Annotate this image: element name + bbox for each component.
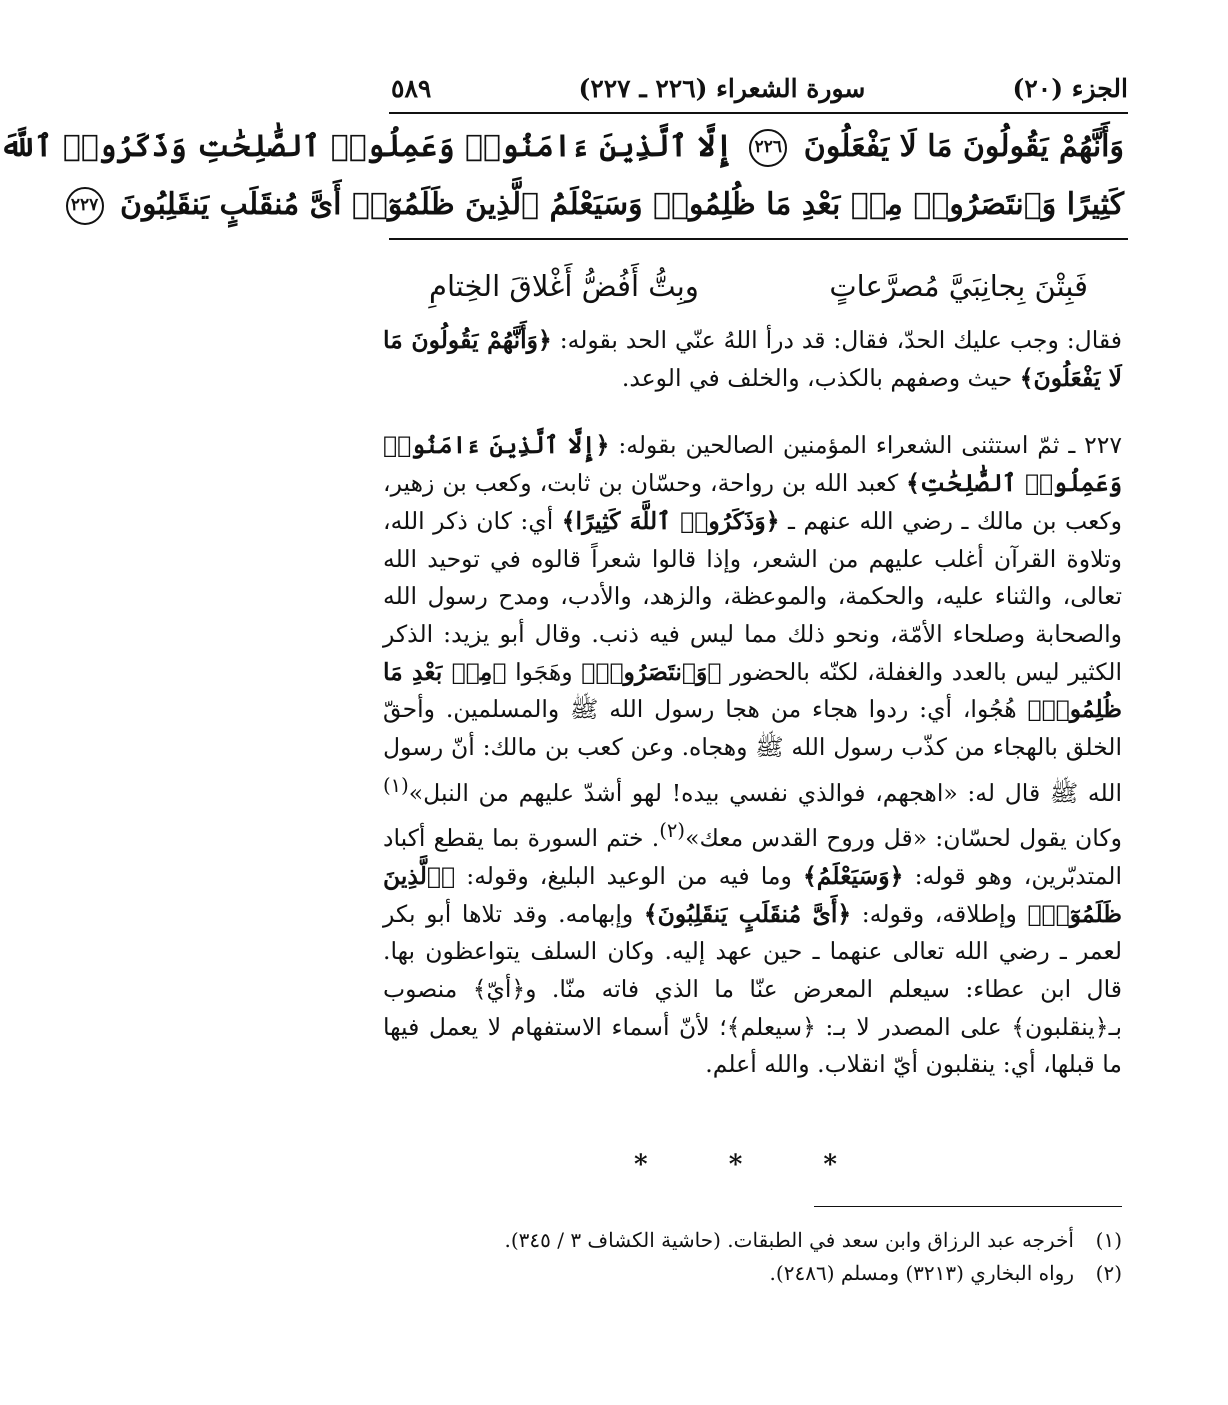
- quran-quote: ﴿وَسَيَعْلَمُ﴾: [803, 861, 904, 890]
- quran-quote: ﴿مِنۢ بَعْدِ مَا ظُلِمُوا۟﴾: [383, 657, 1122, 724]
- quran-quote: ﴿وَذَكَرُوا۟ ٱللَّهَ كَثِيرًا﴾: [561, 506, 780, 535]
- text-run: وكان يقول لحسّان: «قل وروح القدس معك»: [685, 824, 1122, 853]
- ayah-number-marker: ٢٢٧: [66, 187, 104, 225]
- footnote-number: (١): [1095, 1228, 1122, 1252]
- page-header: [391, 66, 1128, 110]
- quran-text: وَأَنَّهُمْ يَقُولُونَ مَا لَا يَفْعَلُونَ: [803, 129, 1124, 164]
- quran-line-1: [0, 118, 1124, 176]
- paragraph-1: [383, 322, 1122, 397]
- part-label: الجزء (٢٠): [1012, 73, 1128, 103]
- text-run: منصوب بـ: [383, 974, 1122, 1041]
- quran-quote: ﴿أَىَّ مُنقَلَبٍ يَنقَلِبُونَ﴾: [643, 899, 852, 928]
- quran-quote: ﴿ٱلَّذِينَ ظَلَمُوٓا۟﴾: [383, 861, 1122, 928]
- page-number: ٥٨٩: [391, 73, 432, 103]
- quote-word: ﴿سيعلم﴾: [726, 1012, 816, 1041]
- text-run: هُجُوا، أي: ردوا هجاء من هجا رسول الله ﷺ والمسلمين. وأحقّ الخلق بالهجاء من كذّب رسول الله ﷺ وهجاه. وعن كعب بن مالك: أنّ رسول الله ﷺ قال له: «اهجهم، فوالذي نفسي بيده! لهو أشدّ عليهم من النبل»: [383, 695, 1122, 807]
- poem-hemistich-1: فَبِتْنَ بِجانِبَيَّ مُصرَّعاتٍ: [829, 269, 1088, 303]
- quran-verses: [0, 118, 1124, 234]
- text-run: وإبهامه. وقد تلاها أبو بكر لعمر ـ رضي الله تعالى عنهما ـ حين عهد إليه. وكان السلف يتواعظون بها. قال ابن عطاء: سيعلم المعرض عنّا ما الذي فاته منّا. و: [383, 899, 1122, 1003]
- text-run: وإطلاقه، وقوله:: [851, 899, 1028, 928]
- paragraph-2: [383, 427, 1122, 1084]
- text-run: أي: كان ذكر الله، وتلاوة القرآن أغلب عليهم من الشعر، وإذا قالوا شعراً قالوه في توحيد الله تعالى، والثناء عليه، والحكمة، والموعظة، والزهد، والأدب، ومدح رسول الله والصحابة وصلحاء الأمّة، ونحو ذلك مما ليس فيه ذنب. وقال أبو يزيد: الذكر الكثير ليس بالعدد والغفلة، لكنّه بالحضور: [383, 506, 1122, 686]
- footnote-number: (٢): [1095, 1261, 1122, 1285]
- commentary-body: [383, 322, 1122, 1084]
- footnote-ref: (١): [383, 773, 409, 797]
- text-run: فقال: وجب عليك الحدّ، فقال: قد درأ اللهُ عنّي الحد بقوله:: [551, 326, 1122, 354]
- surah-title: سورة الشعراء (٢٢٦ ـ ٢٢٧): [578, 73, 866, 103]
- text-run: ؛ لأنّ أسماء الاستفهام لا يعمل فيها ما قبلها، أي: ينقلبون أيّ انقلاب. والله أعلم.: [383, 1012, 1122, 1079]
- footnote-2: [389, 1257, 1122, 1290]
- section-separator: * * *: [634, 1150, 873, 1180]
- quran-rule: [389, 238, 1128, 240]
- text-run: . ختم السورة بما يقطع أكباد المتدبّرين، وهو قوله:: [383, 824, 1122, 890]
- text-run: ٢٢٧ ـ ثمّ استثنى الشعراء المؤمنين الصالحين بقوله:: [609, 431, 1122, 460]
- footnote-text: رواه البخاري (٣٢١٣) ومسلم (٢٤٨٦).: [769, 1261, 1074, 1285]
- quran-quote: ﴿وَٱنتَصَرُوا۟﴾: [581, 657, 722, 686]
- quran-line-2: [70, 176, 1124, 234]
- footnotes: [389, 1224, 1122, 1290]
- text-run: وهَجَوا: [506, 657, 582, 686]
- quran-quote: ﴿إِلَّا ٱلَّذِينَ ءَامَنُوا۟ وَعَمِلُوا۟ ٱلصَّٰلِحَٰتِ﴾: [383, 431, 1123, 498]
- text-run: وما فيه من الوعيد البليغ، وقوله:: [455, 861, 803, 890]
- quote-word: ﴿أيّ﴾: [472, 974, 526, 1003]
- footnote-1: [389, 1224, 1122, 1257]
- footnote-rule: [814, 1206, 1122, 1207]
- ayah-number-marker: ٢٢٦: [749, 129, 787, 167]
- quran-text: إِلَّا ٱلَّذِينَ ءَامَنُوا۟ وَعَمِلُوا۟ ٱلصَّٰلِحَٰتِ وَذَكَرُوا۟ ٱللَّهَ: [0, 129, 733, 164]
- text-run: على المصدر لا بـ:: [815, 1012, 1012, 1041]
- poem-verse: [429, 262, 1088, 310]
- poem-hemistich-2: وبِتُّ أَفُضُّ أَغْلاقَ الخِتامِ: [429, 269, 699, 303]
- quran-text: كَثِيرًا وَٱنتَصَرُوا۟ مِنۢ بَعْدِ مَا ظُلِمُوا۟ وَسَيَعْلَمُ ٱلَّذِينَ ظَلَمُوٓا۟ أَىَّ مُنقَلَبٍ يَنقَلِبُونَ: [119, 187, 1124, 222]
- quote-word: ﴿ينقلبون﴾: [1011, 1012, 1109, 1041]
- footnote-text: أخرجه عبد الرزاق وابن سعد في الطبقات. (حاشية الكشاف ٣ / ٣٤٥).: [504, 1228, 1074, 1252]
- text-run: كعبد الله بن رواحة، وحسّان بن ثابت، وكعب بن زهير، وكعب بن مالك ـ رضي الله عنهم ـ: [383, 469, 1122, 535]
- quran-quote: ﴿وَأَنَّهُمْ يَقُولُونَ مَا لَا يَفْعَلُونَ﴾: [383, 326, 1122, 392]
- header-rule: [389, 112, 1128, 114]
- footnote-ref: (٢): [659, 819, 686, 843]
- text-run: حيث وصفهم بالكذب، والخلف في الوعد.: [621, 363, 1020, 392]
